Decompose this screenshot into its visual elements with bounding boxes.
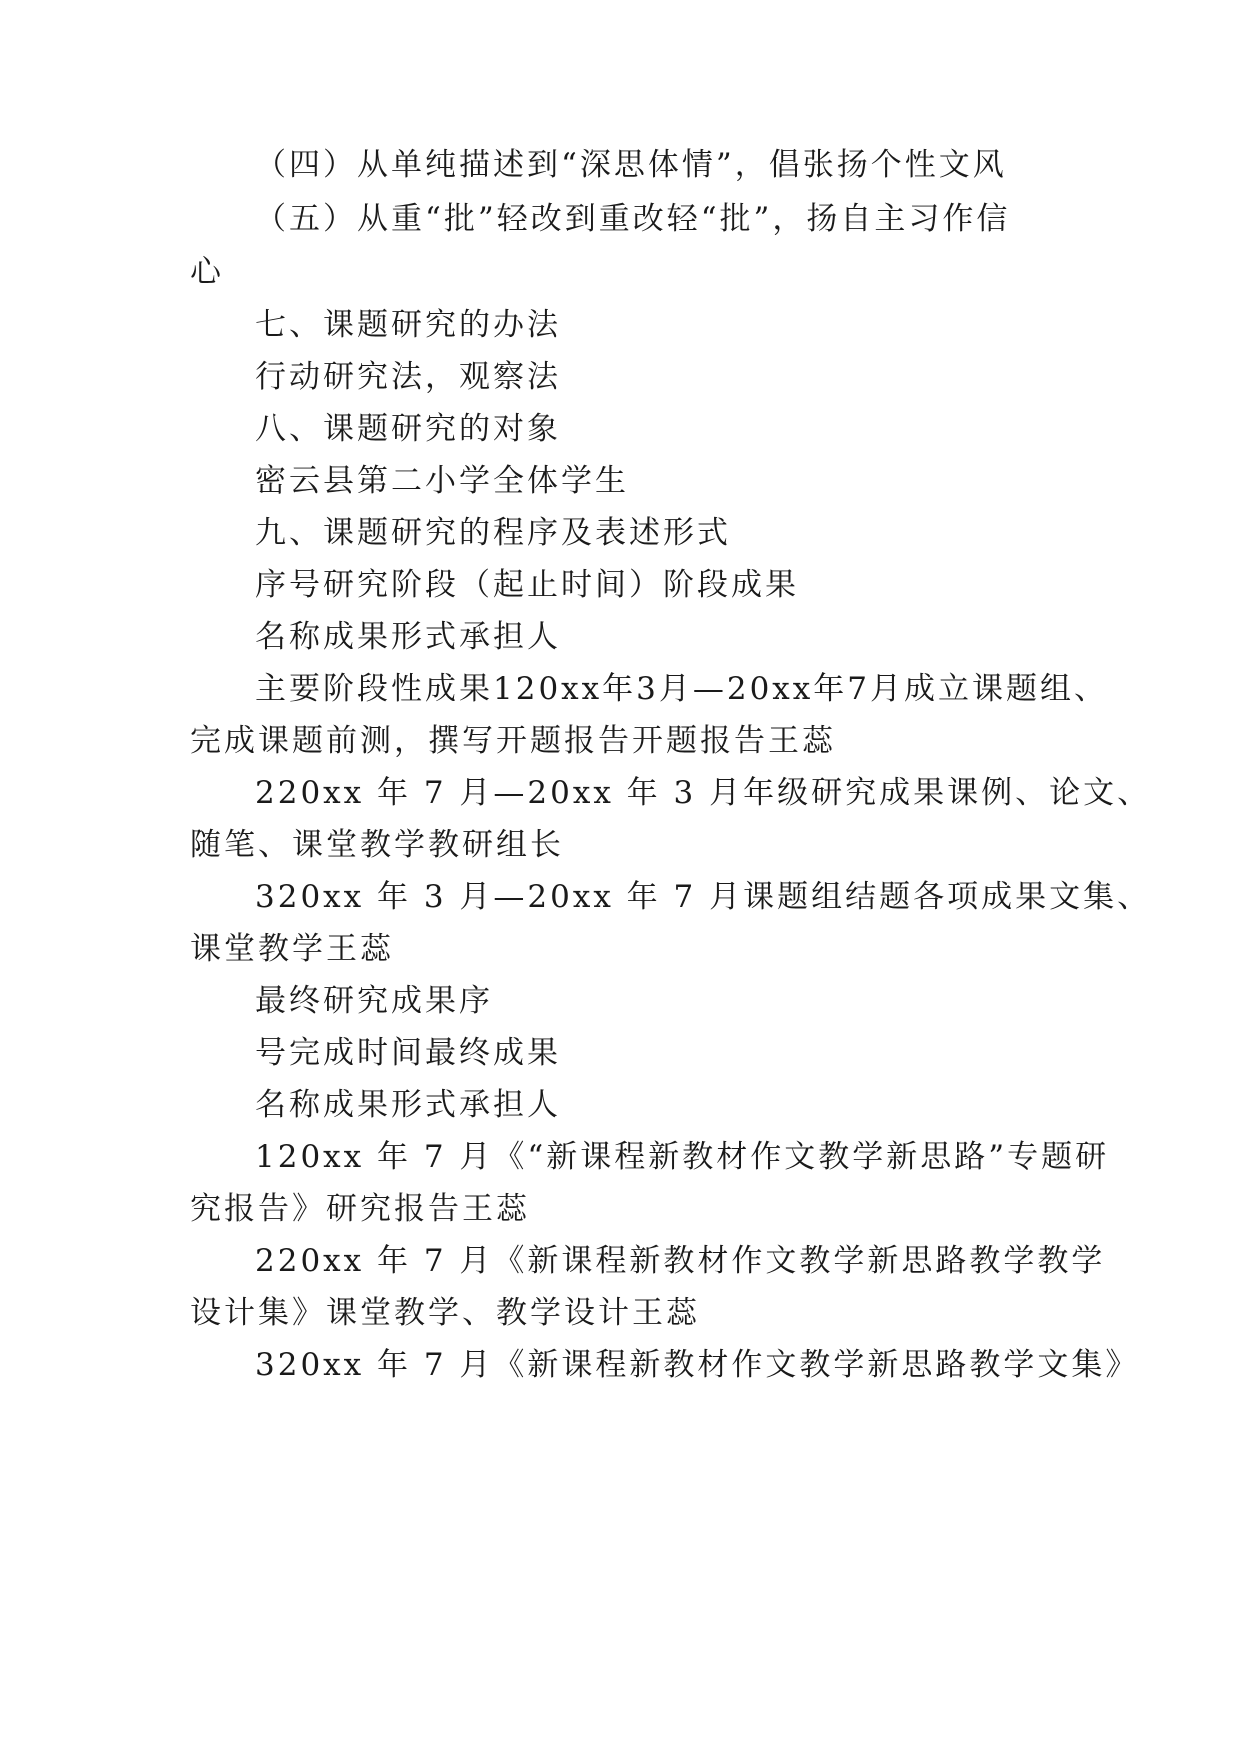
- final-results-header-line-1: 最终研究成果序: [255, 983, 493, 1019]
- heading-research-procedure: 九、课题研究的程序及表述形式: [255, 515, 731, 551]
- stage-row-1: 主要阶段性成果120xx年3月—20xx年7月成立课题组、: [255, 671, 1108, 707]
- stage-row-2-continued: 随笔、课堂教学教研组长: [190, 827, 564, 863]
- stage-row-3: 320xx 年 3 月—20xx 年 7 月课题组结题各项成果文集、: [255, 879, 1152, 915]
- paragraph-research-subjects: 密云县第二小学全体学生: [255, 463, 629, 499]
- final-results-header-line-2: 号完成时间最终成果: [255, 1035, 561, 1071]
- table-header-line-1: 序号研究阶段（起止时间）阶段成果: [255, 567, 799, 603]
- section-heading-5: （五）从重“批”轻改到重改轻“批”，扬自主习作信: [255, 201, 1011, 237]
- final-row-1-continued: 究报告》研究报告王蕊: [190, 1191, 530, 1227]
- final-results-header-line-3: 名称成果形式承担人: [255, 1087, 561, 1123]
- final-row-2: 220xx 年 7 月《新课程新教材作文教学新思路教学教学: [255, 1243, 1106, 1279]
- heading-research-subjects: 八、课题研究的对象: [255, 411, 561, 447]
- stage-row-3-continued: 课堂教学王蕊: [190, 931, 394, 967]
- final-row-2-continued: 设计集》课堂教学、教学设计王蕊: [190, 1295, 700, 1331]
- section-heading-5-continued: 心: [190, 254, 224, 290]
- stage-row-2: 220xx 年 7 月—20xx 年 3 月年级研究成果课例、论文、: [255, 775, 1152, 811]
- heading-research-methods: 七、课题研究的办法: [255, 307, 561, 343]
- table-header-line-2: 名称成果形式承担人: [255, 619, 561, 655]
- final-row-3: 320xx 年 7 月《新课程新教材作文教学新思路教学文集》: [255, 1347, 1140, 1383]
- stage-row-1-continued: 完成课题前测，撰写开题报告开题报告王蕊: [190, 723, 836, 759]
- final-row-1: 120xx 年 7 月《“新课程新教材作文教学新思路”专题研: [255, 1139, 1110, 1175]
- paragraph-research-methods: 行动研究法，观察法: [255, 359, 561, 395]
- section-heading-4: （四）从单纯描述到“深思体情”，倡张扬个性文风: [255, 147, 1007, 183]
